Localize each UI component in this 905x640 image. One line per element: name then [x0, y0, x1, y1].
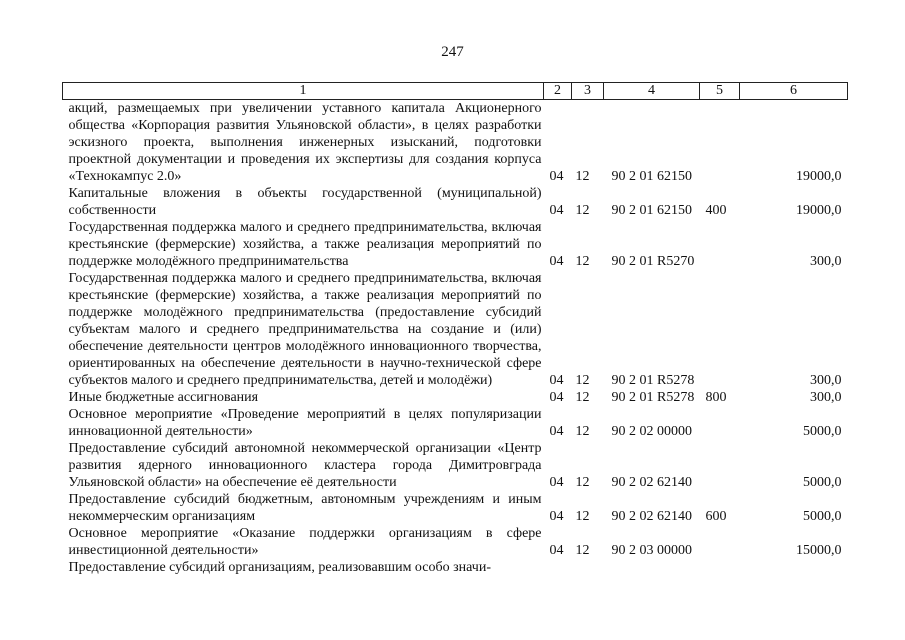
row-expense-type [700, 440, 740, 491]
row-amount: 5000,0 [803, 424, 842, 439]
row-expense-type [700, 100, 740, 186]
row-expense-type [700, 525, 740, 559]
row-amount: 5000,0 [803, 509, 842, 524]
row-amount: 15000,0 [796, 543, 842, 558]
row-expense-type: 600 [705, 509, 727, 524]
row-section: 04 [549, 543, 564, 558]
row-section: 04 [549, 373, 564, 388]
row-name: Иные бюджетные ассигнования [68, 390, 259, 405]
table-row [63, 491, 848, 525]
table-row [63, 406, 848, 440]
row-section: 04 [549, 424, 564, 439]
row-amount: 300,0 [810, 390, 842, 405]
row-section: 04 [549, 254, 564, 269]
row-name: Предоставление субсидий автономной некоммерческой организации «Центр развития ядерного инновационного кластера города Димитровграда Ульяновской области» на обеспечение её деятельности [68, 441, 542, 490]
row-code: 90 2 02 62140 [611, 509, 692, 524]
row-expense-type: 400 [705, 203, 727, 218]
row-subsection: 12 [575, 203, 590, 218]
row-amount: 19000,0 [796, 203, 842, 218]
row-code: 90 2 02 62140 [611, 475, 692, 490]
table-body [63, 100, 848, 577]
budget-table [62, 82, 848, 576]
row-expense-type [700, 559, 740, 576]
row-subsection: 12 [575, 543, 590, 558]
row-amount: 300,0 [810, 373, 842, 388]
column-header-section: 2 [544, 83, 572, 100]
row-amount: 19000,0 [796, 169, 842, 184]
column-header-amount: 6 [740, 83, 848, 100]
row-code: 90 2 01 62150 [611, 203, 692, 218]
column-header-name: 1 [63, 83, 544, 100]
row-section: 04 [549, 203, 564, 218]
row-name: Предоставление субсидий организациям, реализовавшим особо значи- [68, 560, 491, 575]
row-name: Государственная поддержка малого и среднего предпринимательства, включая крестьянские (фермерские) хозяйства, а также реализация мероприятий по поддержке молодёжного предпринимательства [68, 220, 542, 269]
row-section: 04 [549, 169, 564, 184]
column-header-code: 4 [604, 83, 700, 100]
row-amount: 5000,0 [803, 475, 842, 490]
row-name: Основное мероприятие «Проведение мероприятий в целях популяризации инновационной деятельности» [68, 407, 542, 439]
row-subsection: 12 [575, 373, 590, 388]
row-subsection: 12 [575, 390, 590, 405]
table-row [63, 270, 848, 389]
row-code: 90 2 01 R5278 [611, 390, 695, 405]
row-section: 04 [549, 475, 564, 490]
table-header-row [63, 83, 848, 100]
table-row [63, 219, 848, 270]
table-row [63, 389, 848, 406]
row-code [604, 559, 700, 576]
row-name: акций, размещаемых при увеличении уставного капитала Акционерного общества «Корпорация развития Ульяновской области», в целях разработки эскизного проекта, выполнения инженерных изысканий, подготовки проектной документации и проведения их экспертизы для создания корпуса «Технокампус 2.0» [68, 101, 542, 184]
row-amount [740, 559, 848, 576]
row-section: 04 [549, 509, 564, 524]
column-header-expense-type: 5 [700, 83, 740, 100]
table-row [63, 525, 848, 559]
table-row [63, 185, 848, 219]
row-name: Основное мероприятие «Оказание поддержки организациям в сфере инвестиционной деятельности» [68, 526, 542, 558]
table-row [63, 440, 848, 491]
table-row [63, 559, 848, 576]
table-row [63, 100, 848, 186]
row-code: 90 2 02 00000 [611, 424, 692, 439]
row-section: 04 [549, 390, 564, 405]
row-code: 90 2 01 62150 [611, 169, 692, 184]
row-code: 90 2 01 R5278 [611, 373, 695, 388]
row-code: 90 2 01 R5270 [611, 254, 695, 269]
row-name: Предоставление субсидий бюджетным, автономным учреждениям и иным некоммерческим организациям [68, 492, 542, 524]
row-subsection: 12 [575, 424, 590, 439]
row-expense-type [700, 219, 740, 270]
row-subsection: 12 [575, 475, 590, 490]
row-expense-type [700, 270, 740, 389]
table-header [63, 83, 848, 100]
row-section [544, 559, 572, 576]
row-expense-type [700, 406, 740, 440]
row-name: Капитальные вложения в объекты государственной (муниципальной) собственности [68, 186, 542, 218]
row-expense-type: 800 [705, 390, 727, 405]
row-subsection: 12 [575, 169, 590, 184]
column-header-subsection: 3 [572, 83, 604, 100]
row-amount: 300,0 [810, 254, 842, 269]
row-subsection [572, 559, 604, 576]
row-name: Государственная поддержка малого и среднего предпринимательства, включая крестьянские (фермерские) хозяйства, а также реализация мероприятий по поддержке молодёжного предпринимательства (предоставление субсидий субъектам малого и среднего предпринимательства на создание и (или) обеспечение деятельности центров молодёжного инновационного творчества, ориентированных на обеспечение деятельности в научно-технической сфере субъектов малого и среднего предпринимательства, детей и молодёжи) [68, 271, 542, 388]
row-code: 90 2 03 00000 [611, 543, 692, 558]
row-subsection: 12 [575, 254, 590, 269]
page-number: 247 [441, 44, 464, 60]
row-subsection: 12 [575, 509, 590, 524]
